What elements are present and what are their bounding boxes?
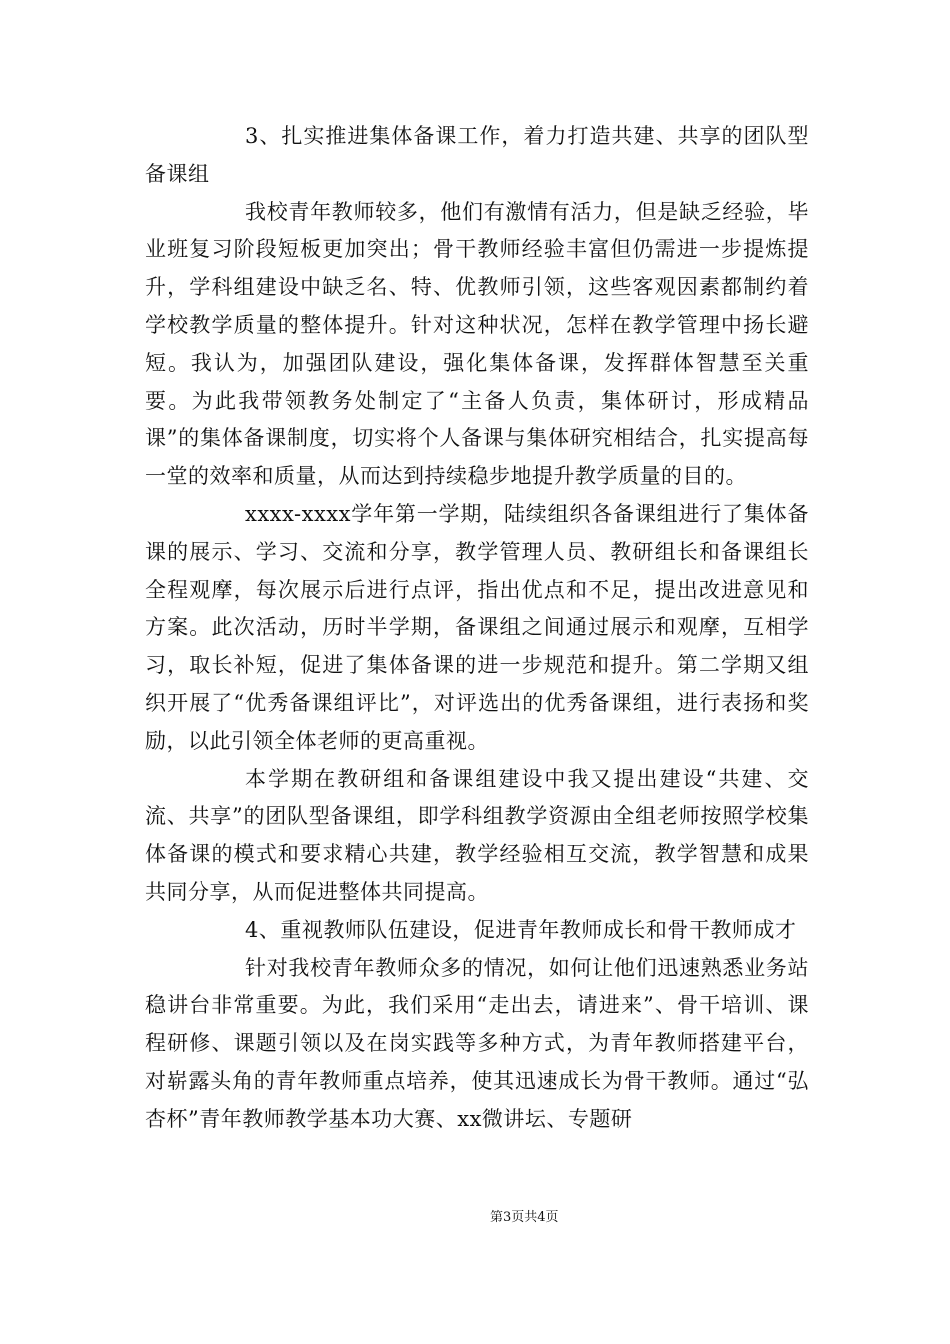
paragraph-1: 我校青年教师较多，他们有激情有活力，但是缺乏经验，毕业班复习阶段短板更加突出；骨干教师经验丰富但仍需进一步提炼提升，学科组建设中缺乏名、特、优教师引领，这些客观因素都制约着学校教学质量的整体提升。针对这种状况，怎样在教学管理中扬长避短。我认为，加强团队建设，强化集体备课，发挥群体智慧至关重要。为此我带领教务处制定了“主备人负责，集体研讨，形成精品课”的集体备课制度，切实将个人备课与集体研究相结合，扎实提高每一堂的效率和质量，从而达到持续稳步地提升教学质量的目的。 [145,199,809,489]
section-heading-4: 4、重视教师队伍建设，促进青年教师成长和骨干教师成才 [245,917,797,942]
section-heading-3: 3、扎实推进集体备课工作，着力打造共建、共享的团队型备课组 [145,124,809,186]
document-body [145,118,809,1139]
paragraph-4: 针对我校青年教师众多的情况，如何让他们迅速熟悉业务站稳讲台非常重要。为此，我们采用“走出去，请进来”、骨干培训、课程研修、课题引领以及在岗实践等多种方式，为青年教师搭建平台，对崭露头角的青年教师重点培养，使其迅速成长为骨干教师。通过“弘杏杯”青年教师教学基本功大赛、xx微讲坛、专题研 [145,955,809,1131]
paragraph-3: 本学期在教研组和备课组建设中我又提出建设“共建、交流、共享”的团队型备课组，即学科组教学资源由全组老师按照学校集体备课的模式和要求精心共建，教学经验相互交流，教学智慧和成果共同分享，从而促进整体共同提高。 [145,766,809,904]
paragraph-2: xxxx-xxxx学年第一学期，陆续组织各备课组进行了集体备课的展示、学习、交流和分享，教学管理人员、教研组长和备课组长全程观摩，每次展示后进行点评，指出优点和不足，提出改进意见和方案。此次活动，历时半学期，备课组之间通过展示和观摩，互相学习，取长补短，促进了集体备课的进一步规范和提升。第二学期又组织开展了“优秀备课组评比”，对评选出的优秀备课组，进行表扬和奖励，以此引领全体老师的更高重视。 [145,501,809,753]
page-number-footer: 第3页共4页 [490,1210,559,1225]
